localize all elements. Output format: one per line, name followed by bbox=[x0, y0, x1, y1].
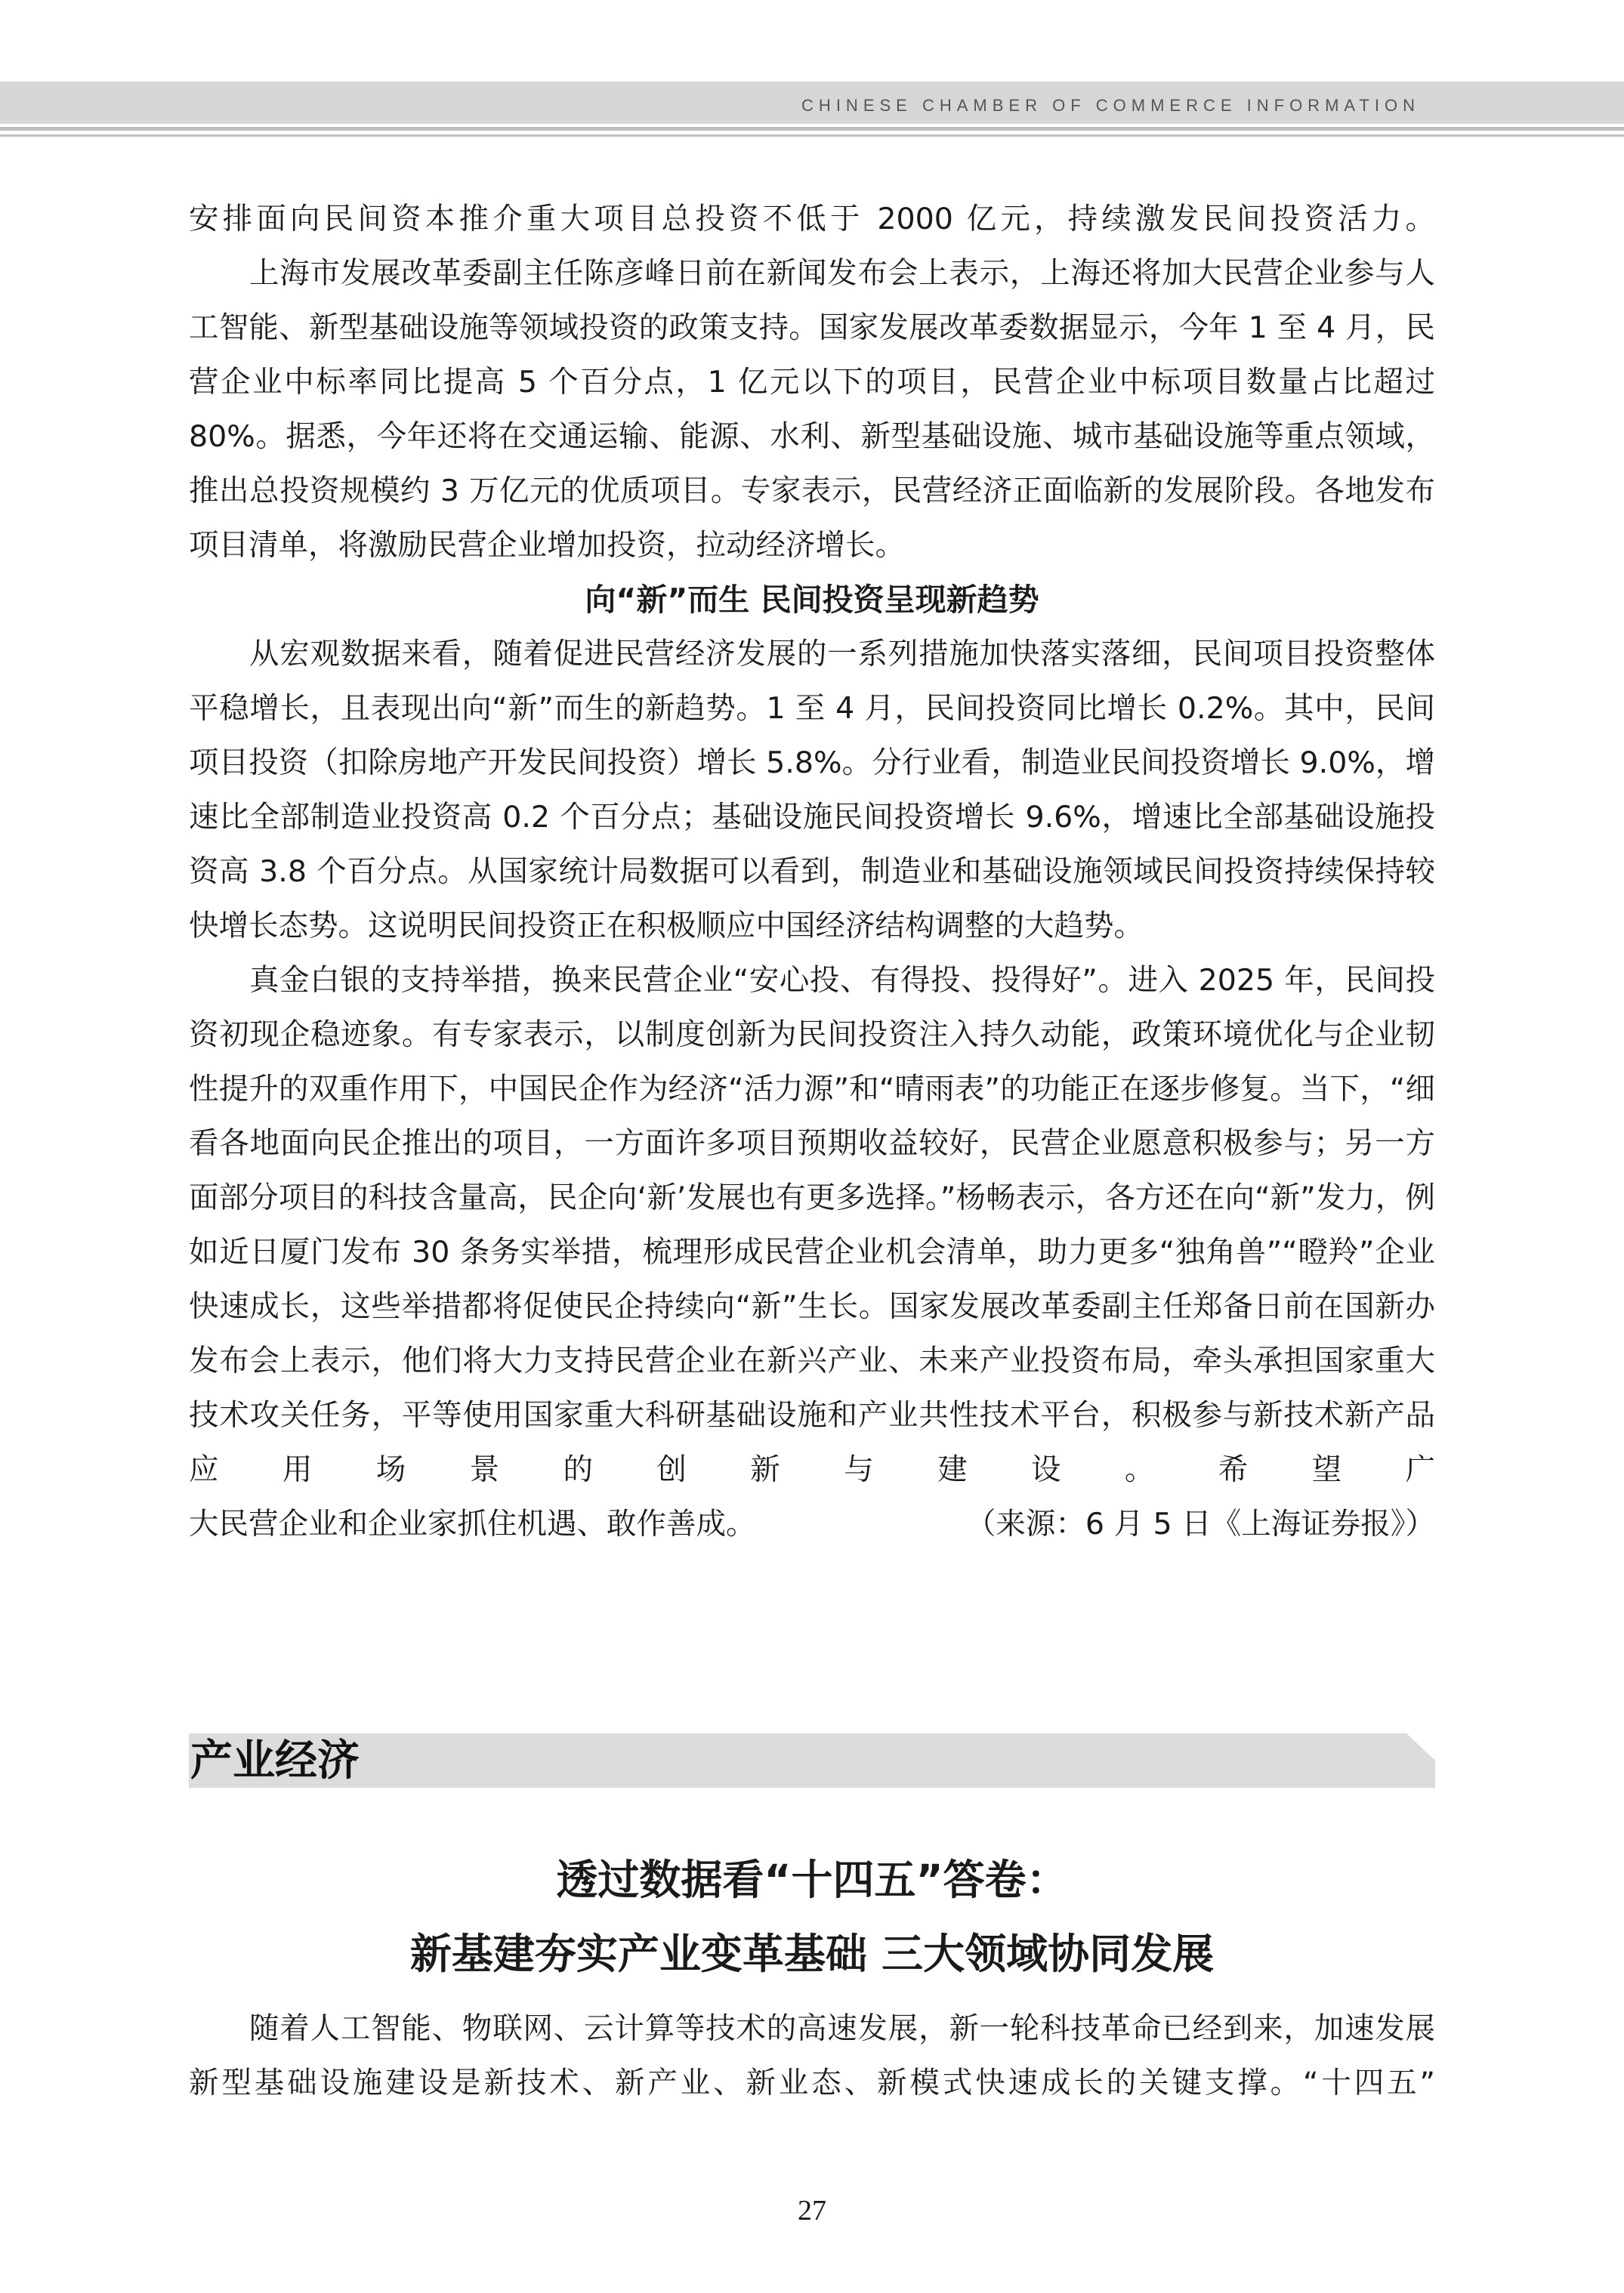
article-subheading: 向“新”而生 民间投资呈现新趋势 bbox=[585, 582, 1039, 618]
section-banner-shape bbox=[189, 1733, 1435, 1788]
running-header: CHINESE CHAMBER OF COMMERCE INFORMATION bbox=[801, 96, 1420, 115]
article-title-line-1: 透过数据看“十四五”答卷： bbox=[556, 1856, 1068, 1904]
source-citation: （来源：6 月 5 日《上海证券报》） bbox=[965, 1507, 1435, 1542]
paragraph: 上海市发展改革委副主任陈彦峰日前在新闻发布会上表示，上海还将加大民营企业参与人工智能、新型基础设施等领域投资的政策支持。国家发展改革委数据显示，今年 1 至 4 月，民营企业中标率同比提高 5 个百分点，1 亿元以下的项目，民营企业中标项目数量占比超过 80%。据悉，今年还将在交通运输、能源、水利、新型基础设施、城市基础设施等重点领域，推出总投资规模约 3 万亿元的优质项目。专家表示，民营经济正面临新的发展阶段。各地发布项目清单，将激励民营企业增加投资，拉动经济增长。 bbox=[189, 256, 1435, 563]
header-rule-thin bbox=[0, 134, 1624, 137]
paragraph: 从宏观数据来看，随着促进民营经济发展的一系列措施加快落实落细，民间项目投资整体平稳增长，且表现出向“新”而生的新趋势。1 至 4 月，民间投资同比增长 0.2%。其中，民间项目投资（扣除房地产开发民间投资）增长 5.8%。分行业看，制造业民间投资增长 9.0%，增速比全部制造业投资高 0.2 个百分点；基础设施民间投资增长 9.6%，增速比全部基础设施投资高 3.8 个百分点。从国家统计局数据可以看到，制造业和基础设施领域民间投资持续保持较快增长态势。这说明民间投资正在积极顺应中国经济结构调整的大趋势。 bbox=[189, 637, 1435, 943]
header-rule bbox=[0, 127, 1624, 131]
article-body bbox=[189, 192, 1435, 1551]
paragraph: 真金白银的支持举措，换来民营企业“安心投、有得投、投得好”。进入 2025 年，民间投资初现企稳迹象。有专家表示，以制度创新为民间投资注入持久动能，政策环境优化与企业韧性提升的双重作用下，中国民企作为经济“活力源”和“晴雨表”的功能正在逐步修复。当下，“细看各地面向民企推出的项目，一方面许多项目预期收益较好，民营企业愿意积极参与；另一方面部分项目的科技含量高，民企向‘新’发展也有更多选择。”杨畅表示，各方还在向“新”发力，例如近日厦门发布 30 条务实举措，梳理形成民营企业机会清单，助力更多“独角兽”“瞪羚”企业快速成长，这些举措都将促使民企持续向“新”生长。国家发展改革委副主任郑备日前在国新办发布会上表示，他们将大力支持民营企业在新兴产业、未来产业投资布局，牵头承担国家重大技术攻关任务，平等使用国家重大科研基础设施和产业共性技术平台，积极参与新技术新产品应用场景的创新与建设。希望广 bbox=[189, 963, 1435, 1487]
section-banner bbox=[189, 1733, 1435, 1788]
section-title: 产业经济 bbox=[190, 1736, 360, 1785]
closing-line bbox=[189, 1497, 1435, 1551]
closing-text: 大民营企业和企业家抓住机遇、敢作善成。 bbox=[189, 1507, 756, 1542]
article-2-body bbox=[189, 2001, 1435, 2110]
page-number: 27 bbox=[798, 2195, 826, 2227]
paragraph-continued: 安排面向民间资本推介重大项目总投资不低于 2000 亿元，持续激发民间投资活力。 bbox=[189, 202, 1435, 236]
article-title-line-2: 新基建夯实产业变革基础 三大领域协同发展 bbox=[409, 1930, 1215, 1978]
paragraph: 随着人工智能、物联网、云计算等技术的高速发展，新一轮科技革命已经到来，加速发展新型基础设施建设是新技术、新产业、新业态、新模式快速成长的关键支撑。“十四五” bbox=[189, 2011, 1435, 2100]
